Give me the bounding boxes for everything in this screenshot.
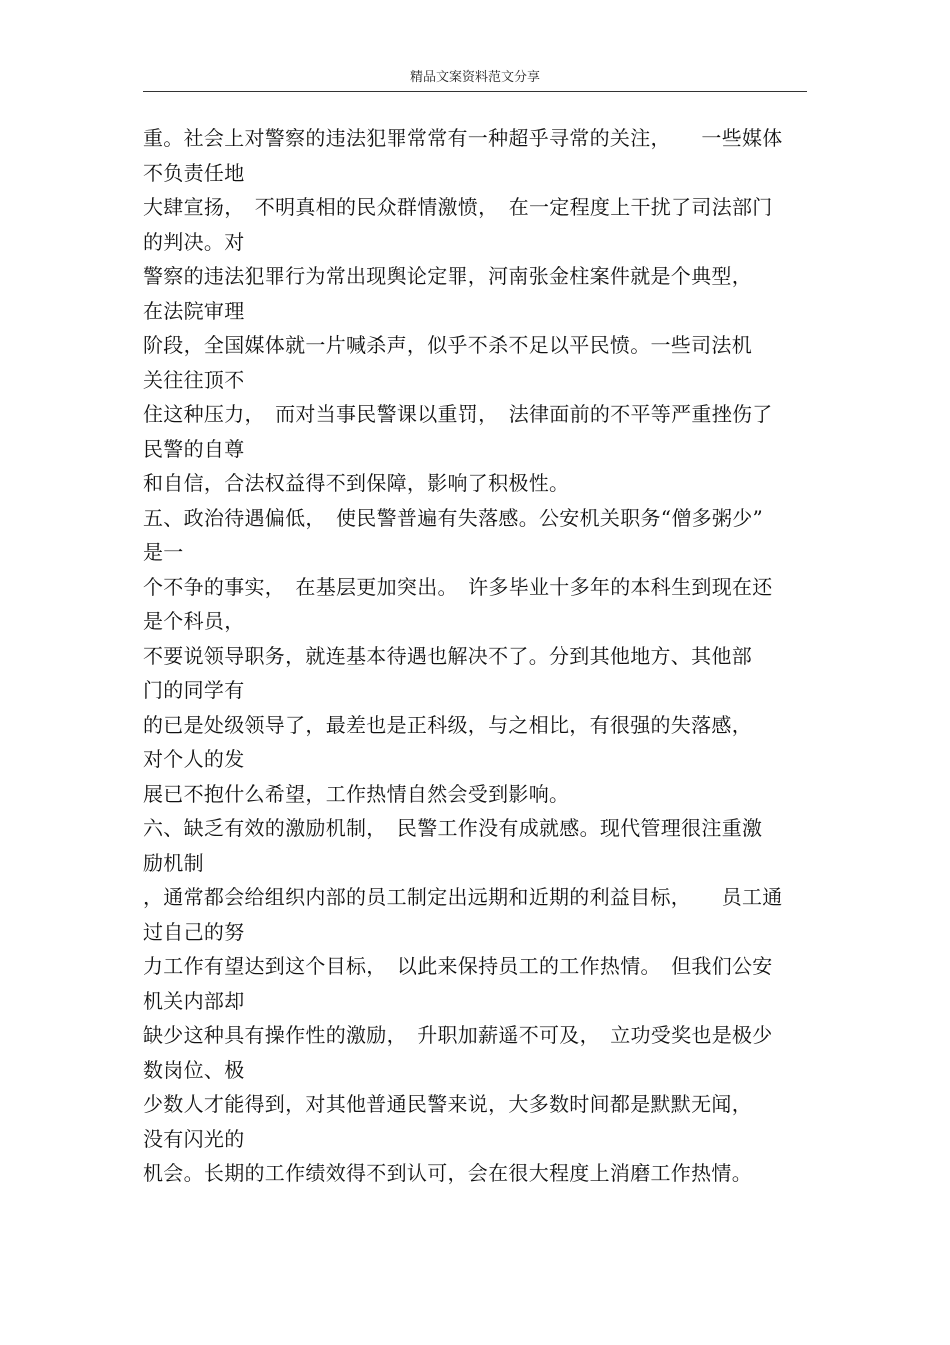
text-line: 数岗位、极 [143, 1057, 245, 1082]
text-line: 不负责任地 [143, 160, 245, 185]
text-line: 是一 [143, 540, 184, 564]
text-line: 警察的违法犯罪行为常出现舆论定罪，河南张金柱案件就是个典型， [143, 264, 752, 288]
document-body [143, 121, 843, 1191]
text-line: 住这种压力， 而对当事民警课以重罚， 法律面前的不平等严重挫伤了 [143, 402, 773, 426]
text-line: 不要说领导职务，就连基本待遇也解决不了。分到其他地方、其他部 [143, 643, 752, 668]
text-line: 是个科员， [143, 609, 245, 633]
text-line: 励机制 [143, 850, 204, 875]
page-header [143, 60, 807, 92]
text-line: 展已不抱什么希望，工作热情自然会受到影响。 [143, 781, 570, 806]
text-line: 力工作有望达到这个目标， 以此来保持员工的工作热情。 但我们公安 [143, 954, 773, 978]
text-line: 没有闪光的 [143, 1126, 245, 1151]
text-line: 关往往顶不 [143, 367, 245, 392]
text-line: ，通常都会给组织内部的员工制定出远期和近期的利益目标， 员工通 [143, 885, 783, 909]
text-line: 缺少这种具有操作性的激励， 升职加薪遥不可及， 立功受奖也是极少 [143, 1023, 773, 1047]
header-title: 精品文案资料范文分享 [409, 70, 540, 85]
text-line: 重。社会上对警察的违法犯罪常常有一种超乎寻常的关注， 一些媒体 [143, 126, 783, 150]
text-line: 少数人才能得到，对其他普通民警来说，大多数时间都是默默无闻， [143, 1092, 752, 1116]
text-line: 机会。长期的工作绩效得不到认可，会在很大程度上消磨工作热情。 [143, 1161, 752, 1185]
text-line: 六、缺乏有效的激励机制， 民警工作没有成就感。现代管理很注重激 [143, 816, 763, 840]
text-line: 阶段，全国媒体就一片喊杀声，似乎不杀不足以平民愤。一些司法机 [143, 333, 752, 357]
text-line: 五、政治待遇偏低， 使民警普遍有失落感。公安机关职务“僧多粥少” [143, 505, 764, 530]
text-line: 的已是处级领导了，最差也是正科级，与之相比，有很强的失落感， [143, 712, 752, 737]
text-line: 机关内部却 [143, 988, 245, 1013]
text-line: 门的同学有 [143, 678, 245, 702]
text-line: 过自己的努 [143, 919, 245, 944]
text-line: 大肆宣扬， 不明真相的民众群情激愤， 在一定程度上干扰了司法部门 [143, 195, 773, 219]
text-line: 个不争的事实， 在基层更加突出。 许多毕业十多年的本科生到现在还 [143, 574, 773, 599]
text-line: 对个人的发 [143, 747, 245, 771]
text-line: 的判决。对 [143, 229, 245, 254]
text-line: 和自信，合法权益得不到保障，影响了积极性。 [143, 471, 570, 495]
text-line: 民警的自尊 [143, 436, 245, 461]
text-line: 在法院审理 [143, 298, 245, 323]
